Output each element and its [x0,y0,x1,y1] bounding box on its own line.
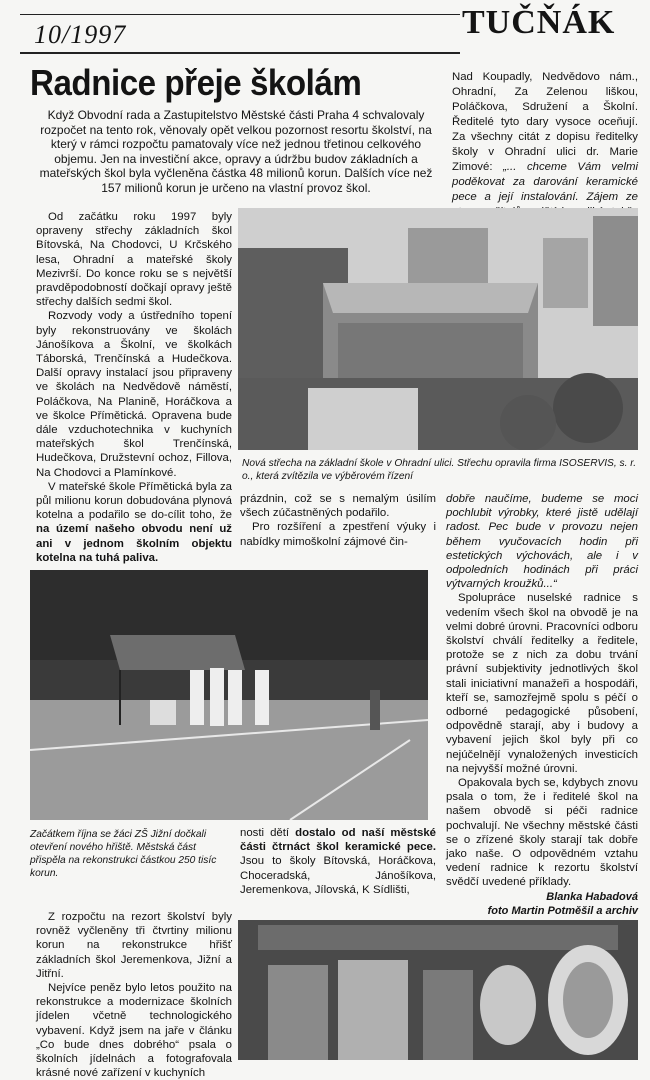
col1-paragraph-3 [36,480,232,565]
column-1 [36,210,232,565]
article-headline: Radnice přeje školám [30,62,362,103]
col1-paragraph-1: Od začátku roku 1997 byly opraveny střechy základních škol Bítovská, Na Chodovci, U Krčského lesa, Ohradní a mateřské školy Mezivrší. Do konce roku se s největší pravděpodobností dočkají opravy ještě střechy dalších sedmi škol. [36,211,232,309]
photo-kitchen [238,920,638,1060]
author-name: Blanka Habadová [546,890,638,903]
col1-p3-bold: na území našeho obvodu není už ani v jednom školním objektu kotelna na tuhá paliva. [36,523,232,564]
article-lead: Když Obvodní rada a Zastupitelstvo Městské části Praha 4 schvalovaly rozpočet na tento rok, věnovaly opět velkou pozornost resortu školství, na který v rámci rozpočtu pamatovaly více než jednou třetinou celkového objemu. Jen na investiční akce, opravy a údržbu budov základních a mateřských škol byla vyčleněna částka 48 milionů korun. Dalších více než 157 milionů korun je určeno na vlastní provoz škol. [39,108,433,195]
photo-school-roof [238,208,638,450]
header-rule [20,14,460,15]
right-column-text: Nad Koupadly, Nedvědovo nám., Ohradní, Za Zelenou liškou, Poláčkova, Sdružení a Školní. Ředitelé tyto dary vysoce oceňují. Za všechny citát z dopisu ředitelky školy v Ohradní ulici dr. Marie Zimové: [452,71,638,173]
newspaper-logo: TUČŇÁK [462,4,616,41]
col3-paragraph-2: Spolupráce nuselské radnice s vedením všech škol na obvodě je na velmi dobré úrovni. Pracovníci odboru školství chválí ředitelky a ředitele, protože se z nich za dobu trvání právní subjektivity jednotlivých škol stali iniciativní manažeři a hospodáři, kteří se, samozřejmě spolu s péčí o odborné pedagogické působení, odpovědně starají, aby i budovy a vybavení jejich škol byly při co nejúčelnějí vynaložených investicích na nejvyšší možné úrovni. [446,592,638,775]
col1-bottom-paragraph-2: Nejvíce peněz bylo letos použito na rekonstrukce a modernizace školních jídelen včetně technologického vybavení. Když jsem na jaře v článku „Co bude dnes dobrého“ psala o školních jídelnách a fotografovala krásné nové zařízení v kuchyních [36,982,232,1080]
photo-school-roof-image [238,208,638,450]
column-3 [446,492,638,918]
issue-number: 10/1997 [34,20,127,49]
col3-paragraph-3: Opakovala bych se, kdybych znovu psala o tom, že i ředitelé škol na našem obvodě si péči radnice pochvalují. Ne všechny městské části se o zřízené školy starají tak dobře jako naše. O odpovědném vztahu vedení radnice k rezortu školství svědčí uvedené příklady. [446,777,638,889]
col2-paragraph-1: prázdnin, což se s nemalým úsilím všech zúčastněných podařilo. [240,493,436,520]
col2-paragraph-3 [240,826,436,897]
column-2-top [240,492,436,549]
col2-p3-text-a: nosti dětí [240,827,296,839]
col1-bottom-paragraph-1: Z rozpočtu na rezort školství byly rovněž vyčleněny tři čtvrtiny milionu korun na rekonstrukce hřišť základních škol Jeremenkova, Jižní a Jitřní. [36,911,232,980]
photo-playground [30,570,428,820]
photo1-caption: Nová střecha na základní škole v Ohradní ulici. Střechu opravila firma ISOSERVIS, s. r. o., která zvítězila ve výběrovém řízení [242,458,637,482]
column-2-middle [240,826,436,897]
col3-paragraph-1: dobře naučíme, budeme se moci pochlubit výrobky, které jistě udělají radost. Pec bude v provozu nejen během vyučovacích hodin při estetických výchovách, ale i v odpoledních hodinách při práci výtvarných kroužků...“ [446,493,638,591]
photo-credit: foto Martin Potměšil a archiv [487,904,638,917]
photo-kitchen-image [238,920,638,1060]
issue-rule [20,52,460,54]
col2-paragraph-2: Pro rozšíření a zpestření výuky i nabídky mimoškolní zájmové čin- [240,521,436,548]
col1-p3-text: V mateřské škole Přímětická byla za půl milionu korun dobudována plynová kotelna a podařilo se do-cílit toho, že [36,480,232,522]
col1-paragraph-2: Rozvody vody a ústředního topení byly rekonstruovány ve školách Jánošíkova a Školní, ve školkách Táborská, Trenčínská a Hudečkova. Další opravy instalací jsou připraveny ve školách na Nedvědově náměstí, Poláčkova, Na Planině, Horáčkova a ve školce Přímětická. Opravena bude dále vzduchotechnika v kuchyních mateřských škol Trenčínská, Hudečkova, Družstevní ochoz, Fillova, Na Chodovci a Plamínkové. [36,310,232,479]
col2-p3-bold: dostalo od naší městské části čtrnáct škol keramické pece. [240,827,436,854]
col2-p3-text-c: Jsou to školy Bítovská, Horáčkova, Choceradská, Jánošíkova, Jeremenkova, Jílovská, K Sídlišti, [240,855,436,896]
director-quote: „... chceme Vám velmi poděkovat za darování keramické pece a její instalování. Zájem ze [452,161,638,203]
column-1-bottom [36,910,232,1080]
photo2-caption: Začátkem října se žáci ZŠ Jižní dočkali otevření nového hřiště. Městská část přispěla na rekonstrukci částkou 250 tisíc korun. [30,829,217,879]
photo-playground-image [30,570,428,820]
